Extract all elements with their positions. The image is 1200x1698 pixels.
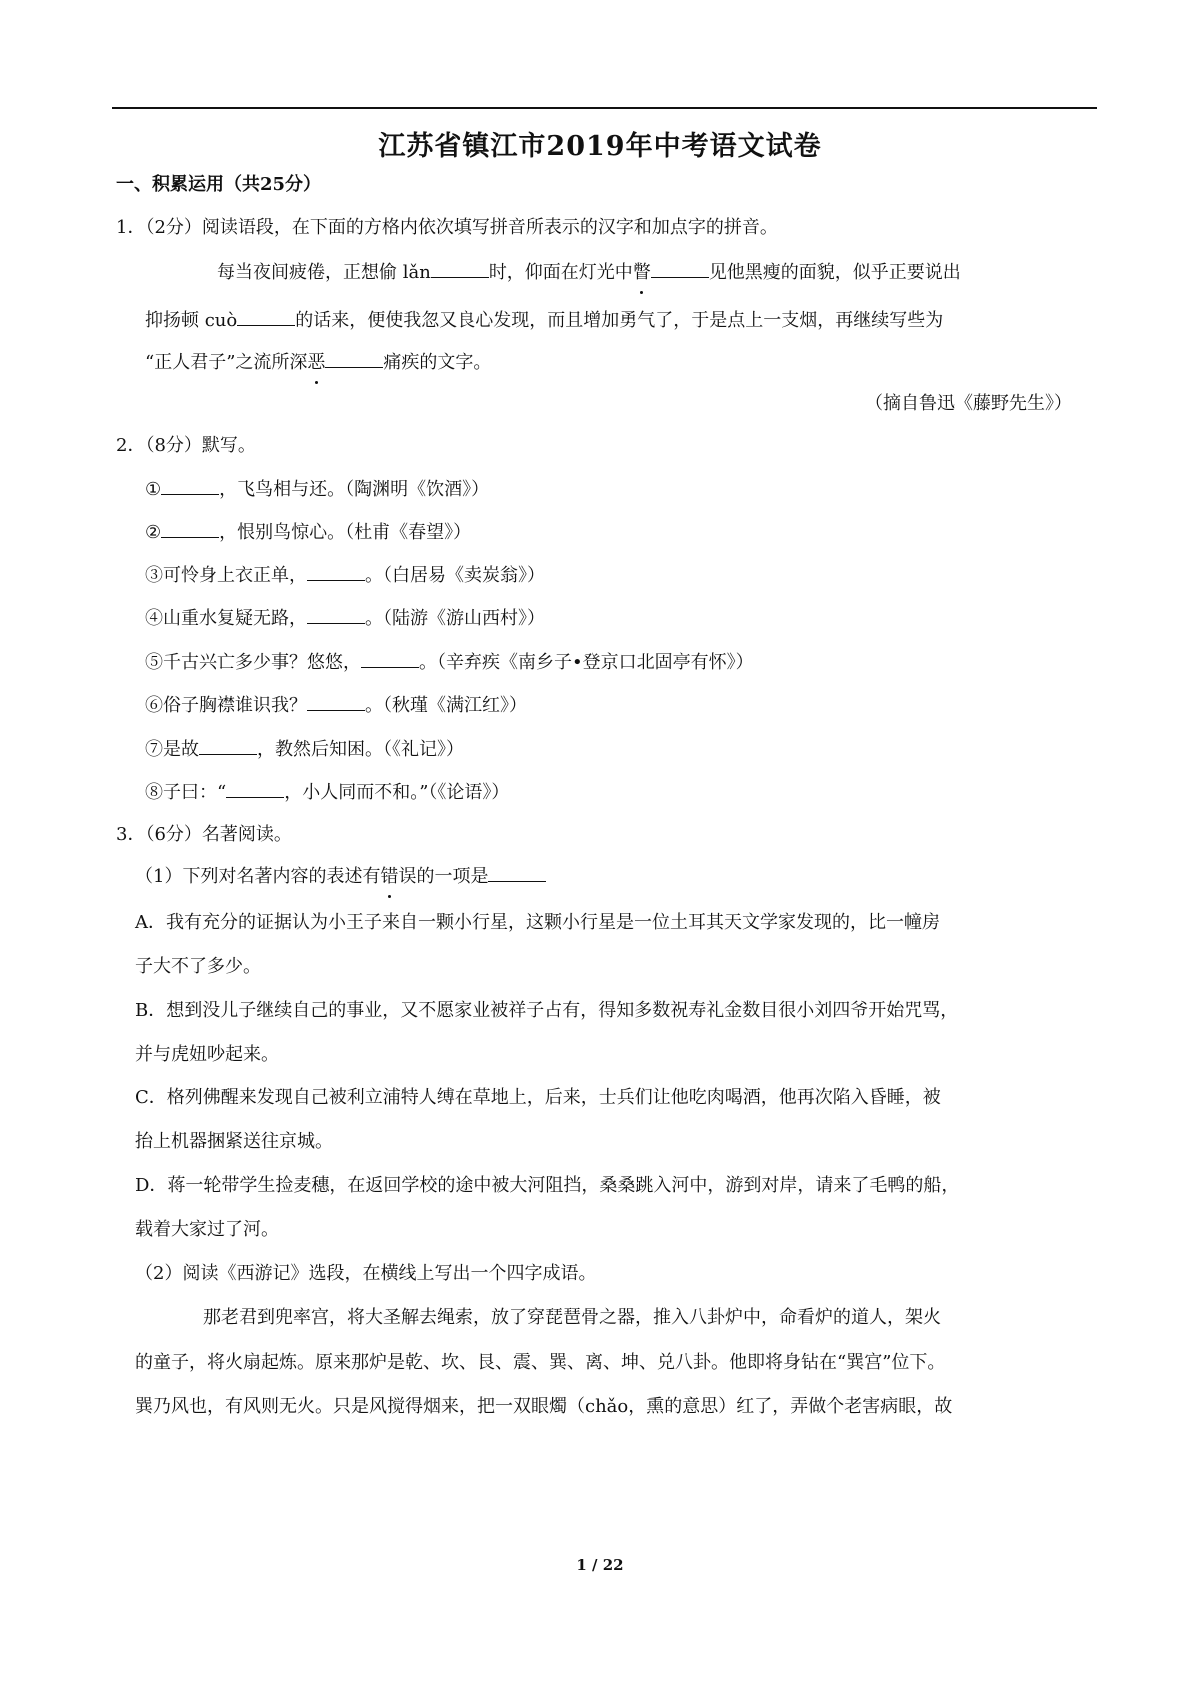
- answer-blank[interactable]: [307, 694, 365, 711]
- section-heading: 一、积累运用（共25分）: [116, 174, 322, 195]
- answer-blank[interactable]: [488, 865, 546, 882]
- header-rule: [112, 107, 1097, 109]
- dotted-text: 有错误: [362, 864, 416, 890]
- item-pre: ⑧子曰：“: [145, 782, 227, 803]
- q1-text: 抑扬顿 cuò: [145, 310, 238, 331]
- q1-stem: 1．（2分）阅读语段，在下面的方格内依次填写拼音所表示的汉字和加点字的拼音。: [116, 217, 778, 238]
- answer-blank[interactable]: [325, 351, 383, 368]
- q2-item-6: [145, 693, 527, 719]
- answer-blank[interactable]: [307, 564, 365, 581]
- dotted-char: 恶: [307, 350, 325, 376]
- passage-line-3: 巽乃风也，有风则无火。只是风搅得烟来，把一双眼燭（chǎo，熏的意思）红了，弄做个老害病眼，故: [135, 1396, 953, 1417]
- item-pre: ③可怜身上衣正单，: [145, 565, 307, 586]
- item-post: ，恨别鸟惊心。（杜甫《春望》）: [219, 522, 472, 543]
- item-post: ，教然后知困。（《礼记》）: [257, 739, 464, 760]
- q2-item-7: [145, 737, 464, 763]
- option-a-line-2: 子大不了多少。: [135, 956, 261, 977]
- q2-item-3: [145, 563, 545, 589]
- answer-blank[interactable]: [161, 478, 219, 495]
- q3-text: （1）下列对名著内容的表述: [135, 866, 363, 887]
- item-post: 。（辛弃疾《南乡子•登京口北固亭有怀》）: [419, 652, 754, 673]
- q1-passage-line-1: [217, 260, 961, 286]
- option-c-line-1: C．格列佛醒来发现自己被利立浦特人缚在草地上，后来，士兵们让他吃肉喝酒，他再次陷入昏睡，被: [135, 1087, 941, 1108]
- item-post: ，飞鸟相与还。（陶渊明《饮酒》）: [219, 479, 490, 500]
- q2-item-5: [145, 650, 754, 676]
- item-pre: ⑥俗子胸襟谁识我？: [145, 695, 307, 716]
- option-c-line-2: 抬上机器捆紧送往京城。: [135, 1131, 333, 1152]
- item-pre: ④山重水复疑无路，: [145, 608, 307, 629]
- q3-sub1: [135, 864, 546, 890]
- q3-sub2: （2）阅读《西游记》选段，在横线上写出一个四字成语。: [135, 1263, 597, 1284]
- option-b-line-2: 并与虎妞吵起来。: [135, 1044, 279, 1065]
- q3-text: 的一项是: [416, 866, 489, 887]
- item-post: ，小人同而不和。”（《论语》）: [284, 782, 510, 803]
- q1-passage-line-2: [145, 308, 943, 334]
- q2-item-4: [145, 606, 545, 632]
- q2-item-1: [145, 477, 489, 503]
- dotted-char: 瞥: [633, 260, 651, 286]
- q2-item-8: [145, 780, 509, 806]
- answer-blank[interactable]: [431, 261, 489, 278]
- answer-blank[interactable]: [307, 607, 365, 624]
- q1-text: 痛疾的文字。: [383, 352, 492, 373]
- item-post: 。（陆游《游山西村》）: [365, 608, 545, 629]
- answer-blank[interactable]: [651, 261, 709, 278]
- page-number: 1 / 22: [576, 1556, 624, 1574]
- item-pre: ①: [145, 479, 162, 500]
- passage-line-1: 那老君到兜率宫，将大圣解去绳索，放了穿琵琶骨之器，推入八卦炉中，命看炉的道人，架火: [203, 1307, 941, 1328]
- page-title: 江苏省镇江市2019年中考语文试卷: [378, 131, 822, 162]
- answer-blank[interactable]: [199, 738, 257, 755]
- q1-text: 的话来，便使我忽又良心发现，而且增加勇气了，于是点上一支烟，再继续写些为: [295, 310, 944, 331]
- q2-stem: 2．（8分）默写。: [116, 435, 256, 456]
- item-post: 。（白居易《卖炭翁》）: [365, 565, 545, 586]
- q1-text: 时，仰面在灯光中: [488, 262, 633, 283]
- option-d-line-1: D．蒋一轮带学生捡麦穗，在返回学校的途中被大河阻挡，桑桑跳入河中，游到对岸，请来了毛鸭的船，: [135, 1175, 960, 1196]
- q3-stem: 3．（6分）名著阅读。: [116, 824, 292, 845]
- answer-blank[interactable]: [226, 781, 284, 798]
- answer-blank[interactable]: [161, 521, 219, 538]
- option-b-line-1: B．想到没儿子继续自己的事业，又不愿家业被祥子占有，得知多数祝寿礼金数目很小刘四爷开始咒骂，: [135, 1000, 959, 1021]
- q1-text: “正人君子”之流所深: [145, 352, 308, 373]
- option-a-line-1: A．我有充分的证据认为小王子来自一颗小行星，这颗小行星是一位土耳其天文学家发现的，比一幢房: [135, 912, 940, 933]
- q1-passage-line-3: [145, 350, 491, 376]
- q1-text: 见他黑瘦的面貌，似乎正要说出: [708, 262, 961, 283]
- item-post: 。（秋瑾《满江红》）: [365, 695, 527, 716]
- answer-blank[interactable]: [237, 309, 295, 326]
- q1-text: 每当夜间疲倦，正想偷 lǎn: [217, 262, 431, 283]
- item-pre: ②: [145, 522, 162, 543]
- passage-line-2: 的童子，将火扇起炼。原来那炉是乾、坎、艮、震、巽、离、坤、兑八卦。他即将身钻在“巽宫”位下。: [135, 1352, 946, 1373]
- q1-source: （摘自鲁迅《藤野先生》）: [865, 393, 1072, 414]
- q2-item-2: [145, 520, 471, 546]
- answer-blank[interactable]: [361, 651, 419, 668]
- item-pre: ⑤千古兴亡多少事？悠悠，: [145, 652, 361, 673]
- item-pre: ⑦是故: [145, 739, 199, 760]
- option-d-line-2: 载着大家过了河。: [135, 1219, 279, 1240]
